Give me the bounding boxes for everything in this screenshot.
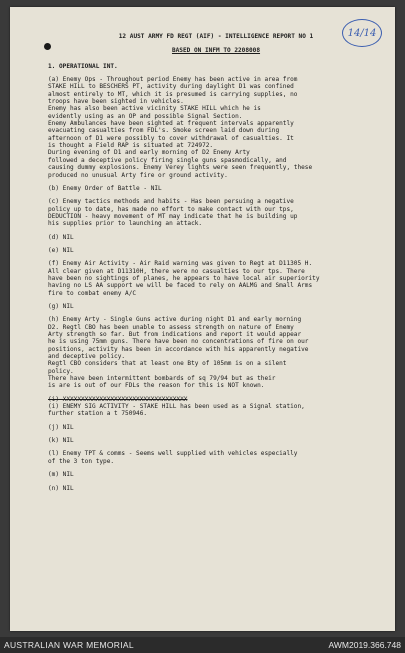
paragraph-f xyxy=(48,260,384,297)
section-heading: 1. OPERATIONAL INT. xyxy=(48,62,118,70)
text-line: is are is out of our FDLs the reason for this is NOT known. xyxy=(48,382,265,390)
text-line: Enemy has also been active vicinity STAKE HILL which he is xyxy=(48,105,261,113)
text-line: (c) Enemy tactics methods and habits - Has been persuing a negative xyxy=(48,198,294,206)
paragraph-l xyxy=(48,450,384,465)
text-line: D2. Regtl CBO has been unable to assess strength on nature of Enemy xyxy=(48,323,294,331)
text-line: policy up to date, has made no effort to make contact with our tps, xyxy=(48,205,294,213)
page-number-stamp: 14/14 xyxy=(342,19,382,47)
text-line: evidently using as an OP and possible Signal Section. xyxy=(48,112,243,120)
text-line: troops have been sighted in vehicles. xyxy=(48,98,184,106)
paragraph-c xyxy=(48,198,384,227)
text-line: almost entirely to MT, which it is presumed is carrying supplies, no xyxy=(48,90,298,98)
text-line: having no LS AA support we will be faced to rely on AALMG and Small Arms xyxy=(48,282,313,290)
text-line: he is using 75mm guns. There have been no concentrations of fire on our xyxy=(48,338,309,346)
struck-text-line: (i) XXXXXXXXXXXXXXXXXXXXXXXXXXXXXXXXXX xyxy=(48,395,188,403)
footer-institution: AUSTRALIAN WAR MEMORIAL xyxy=(4,640,134,650)
text-line: DEDUCTION - heavy movement of MT may indicate that he is building up xyxy=(48,212,298,220)
paragraph-m: (m) NIL xyxy=(48,471,74,479)
text-line: Enemy Ambulances have been sighted at frequent intervals apparently xyxy=(48,120,294,128)
text-line: of the 3 ton type. xyxy=(48,457,115,465)
text-line: further station a t 750946. xyxy=(48,410,148,418)
report-subtitle: BASED ON INFM TO 2208008 xyxy=(171,47,261,55)
text-line: positions, activity has been in accordance with his apparently negative xyxy=(48,345,309,353)
text-line: (h) Enemy Arty - Single Guns active during night D1 and early morning xyxy=(48,316,302,324)
text-line: There have been intermittent bombards of sq 79/94 but as their xyxy=(48,375,276,383)
paragraph-g: (g) NIL xyxy=(48,302,74,310)
text-line: (i) ENEMY SIG ACTIVITY - STAKE HILL has been used as a Signal station, xyxy=(48,403,305,411)
text-line: followed a deceptive policy firing single guns spasmodically, and xyxy=(48,156,287,164)
paragraph-a xyxy=(48,76,384,179)
text-line: STAKE HILL to BESCHERS PT, activity during daylight D1 was confined xyxy=(48,83,294,91)
text-line: and deceptive policy. xyxy=(48,353,126,361)
paragraph-h xyxy=(48,316,384,389)
footer-bar xyxy=(0,637,405,653)
text-line: causing dummy explosions. Enemy Verey lights were seen frequently, these xyxy=(48,164,313,172)
paragraph-i xyxy=(48,396,384,418)
paragraph-d: (d) NIL xyxy=(48,233,74,241)
text-line: policy. xyxy=(48,367,74,375)
text-line: All clear given at D11310H, there were no casualties to our tps. There xyxy=(48,267,305,275)
text-line: have been no sightings of planes, he appears to have local air superiority xyxy=(48,274,320,282)
text-line: Arty strength so far. But from indications and report it would appear xyxy=(48,331,302,338)
paragraph-e: (e) NIL xyxy=(48,246,74,254)
text-line: (l) Enemy TPT & comms - Seems well supplied with vehicles especially xyxy=(48,450,298,458)
text-line: Regtl CBO considers that at least one Bty of 105mm is on a silent xyxy=(48,360,287,368)
text-line: (a) Enemy Ops - Throughout period Enemy has been active in area from xyxy=(48,76,298,84)
text-line: During evening of D1 and early morning of D2 Enemy Arty xyxy=(48,149,250,157)
report-title: 12 AUST ARMY FD REGT (AIF) - INTELLIGENCE REPORT NO 1 xyxy=(118,33,314,40)
text-line: produced no unusual Arty fire or ground activity. xyxy=(48,171,228,179)
footer-accession-number: AWM2019.366.748 xyxy=(328,640,401,650)
text-line: is thought a Field RAP is situated at 724972. xyxy=(48,142,214,150)
paragraph-j: (j) NIL xyxy=(48,423,74,431)
text-line: his supplies prior to launching an attack. xyxy=(48,220,203,228)
document-page xyxy=(10,7,395,631)
paragraph-k: (k) NIL xyxy=(48,437,74,445)
text-line: (f) Enemy Air Activity - Air Raid warning was given to Regt at D11305 H. xyxy=(48,260,313,268)
report-body xyxy=(48,33,384,492)
text-line: afternoon of D1 were possibly to cover withdrawal of casualties. It xyxy=(48,134,294,142)
paragraph-b: (b) Enemy Order of Battle - NIL xyxy=(48,184,162,192)
text-line: evacuating casualties from FDL's. Smoke screen laid down during xyxy=(48,127,280,135)
text-line: fire to combat enemy A/C xyxy=(48,289,137,297)
paragraph-n: (n) NIL xyxy=(48,484,74,492)
